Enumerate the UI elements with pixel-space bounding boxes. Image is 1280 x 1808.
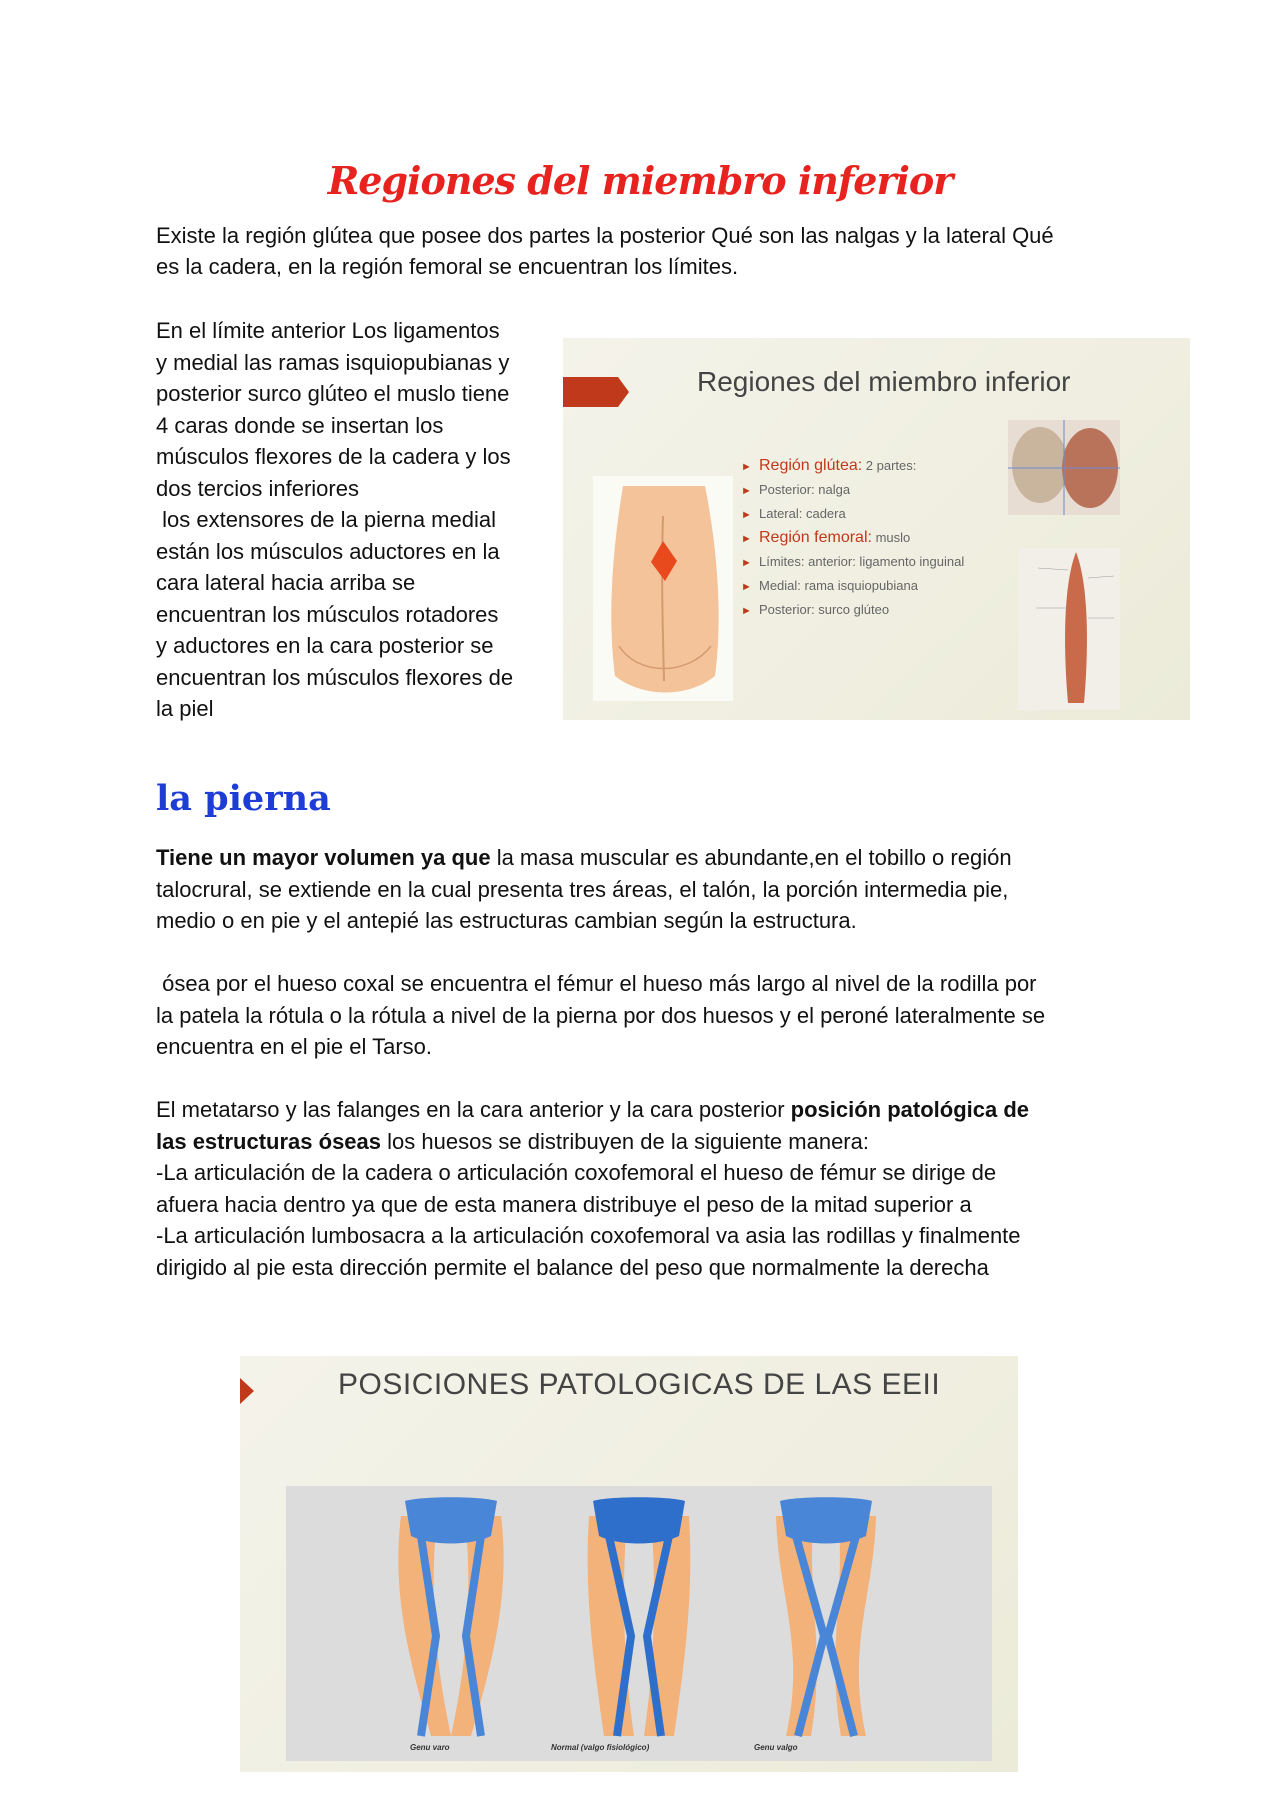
slide-arrow-icon [563,373,633,411]
intro-line-2: es la cadera, en la región femoral se encuentran los límites. [156,254,739,279]
leg-skeleton-illustrations [286,1486,992,1761]
limits-line: músculos flexores de la cadera y los [156,444,511,469]
bullet-item: ► Posterior: nalga [741,482,851,497]
articulacion-line: afuera hacia dentro ya que de esta manera distribuye el peso de la mitad superior a [156,1191,972,1217]
slide-regiones-image [563,338,1190,720]
limits-line: encuentran los músculos rotadores [156,601,499,627]
bullet-item: ► Límites: anterior: ligamento inguinal [741,554,965,569]
gluteal-illustration [593,476,733,701]
limits-line: En el límite anterior Los ligamentos [156,318,500,343]
articulacion-line: -La articulación de la cadera o articulación coxofemoral el hueso de fémur se dirige de [156,1160,997,1185]
pierna-line-3: medio o en pie y el antepié las estructuras cambian según la estructura. [156,908,857,933]
slide-title: Regiones del miembro inferior [697,366,1071,397]
slide-arrow-icon [240,1376,260,1406]
bullet-item: ► Región femoral: muslo [741,529,911,546]
articulacion-line: dirigido al pie esta dirección permite el balance del peso que normalmente la derecha [156,1254,989,1280]
bullet-arrow-icon: ► [741,581,752,593]
limits-line: están los músculos aductores en la [156,538,500,564]
bullet-arrow-icon: ► [741,509,752,521]
bullet-item: ► Posterior: surco glúteo [741,602,890,617]
osea-line: la patela la rótula o la rótula a nivel de la pierna por dos huesos y el peroné lateralmente se [156,1002,1046,1028]
caption-genu-valgo: Genu valgo [754,1743,798,1752]
bullet-arrow-icon: ► [741,605,752,617]
limits-line: dos tercios inferiores [156,475,359,501]
bullet-item: ► Medial: rama isquiopubiana [741,578,918,593]
limits-line: y aductores en la cara posterior se [156,633,494,658]
pelvis-muscles-illustration [1008,420,1120,515]
osea-line: ósea por el hueso coxal se encuentra el fémur el hueso más largo al nivel de la rodilla por [156,971,1037,996]
limits-line: los extensores de la pierna medial [156,507,496,532]
limits-line: posterior surco glúteo el muslo tiene [156,381,510,406]
osea-line: encuentra en el pie el Tarso. [156,1034,432,1059]
skeleton-panel [286,1486,992,1761]
pierna-line-1: Tiene un mayor volumen ya que la masa muscular es abundante,en el tobillo o región [156,845,1012,870]
bullet-arrow-icon: ► [741,557,752,569]
limits-line: 4 caras donde se insertan los [156,412,444,438]
bullet-item: ► Lateral: cadera [741,506,846,521]
bullet-arrow-icon: ► [741,533,752,545]
limits-line: la piel [156,696,214,721]
section-heading: la pierna [156,778,331,819]
limits-line: y medial las ramas isquiopubianas y [156,349,510,375]
pierna-line-2: talocrural, se extiende en la cual presenta tres áreas, el talón, la porción intermedia pie, [156,876,1009,902]
page-title: Regiones del miembro inferior [327,158,953,203]
slide-title: POSICIONES PATOLOGICAS DE LAS EEII [338,1368,941,1401]
thigh-muscles-illustration [1018,548,1120,710]
metatarso-line-1: El metatarso y las falanges en la cara anterior y la cara posterior posición patológica de [156,1097,1029,1122]
limits-line: cara lateral hacia arriba se [156,570,416,595]
articulacion-line: -La articulación lumbosacra a la articulación coxofemoral va asia las rodillas y finalmente [156,1223,1021,1248]
slide-bullet-list [741,458,969,626]
metatarso-line-2: las estructuras óseas los huesos se distribuyen de la siguiente manera: [156,1128,869,1154]
caption-genu-varo: Genu varo [410,1743,450,1752]
caption-normal: Normal (valgo fisiológico) [551,1743,650,1752]
bullet-arrow-icon: ► [741,485,752,497]
slide-posiciones-image [240,1356,1018,1772]
intro-line-1: Existe la región glútea que posee dos partes la posterior Qué son las nalgas y la lateral Qué [156,223,1054,248]
bullet-item: ► Región glútea: 2 partes: [741,457,917,474]
bullet-arrow-icon: ► [741,461,752,473]
limits-line: encuentran los músculos flexores de [156,664,514,690]
